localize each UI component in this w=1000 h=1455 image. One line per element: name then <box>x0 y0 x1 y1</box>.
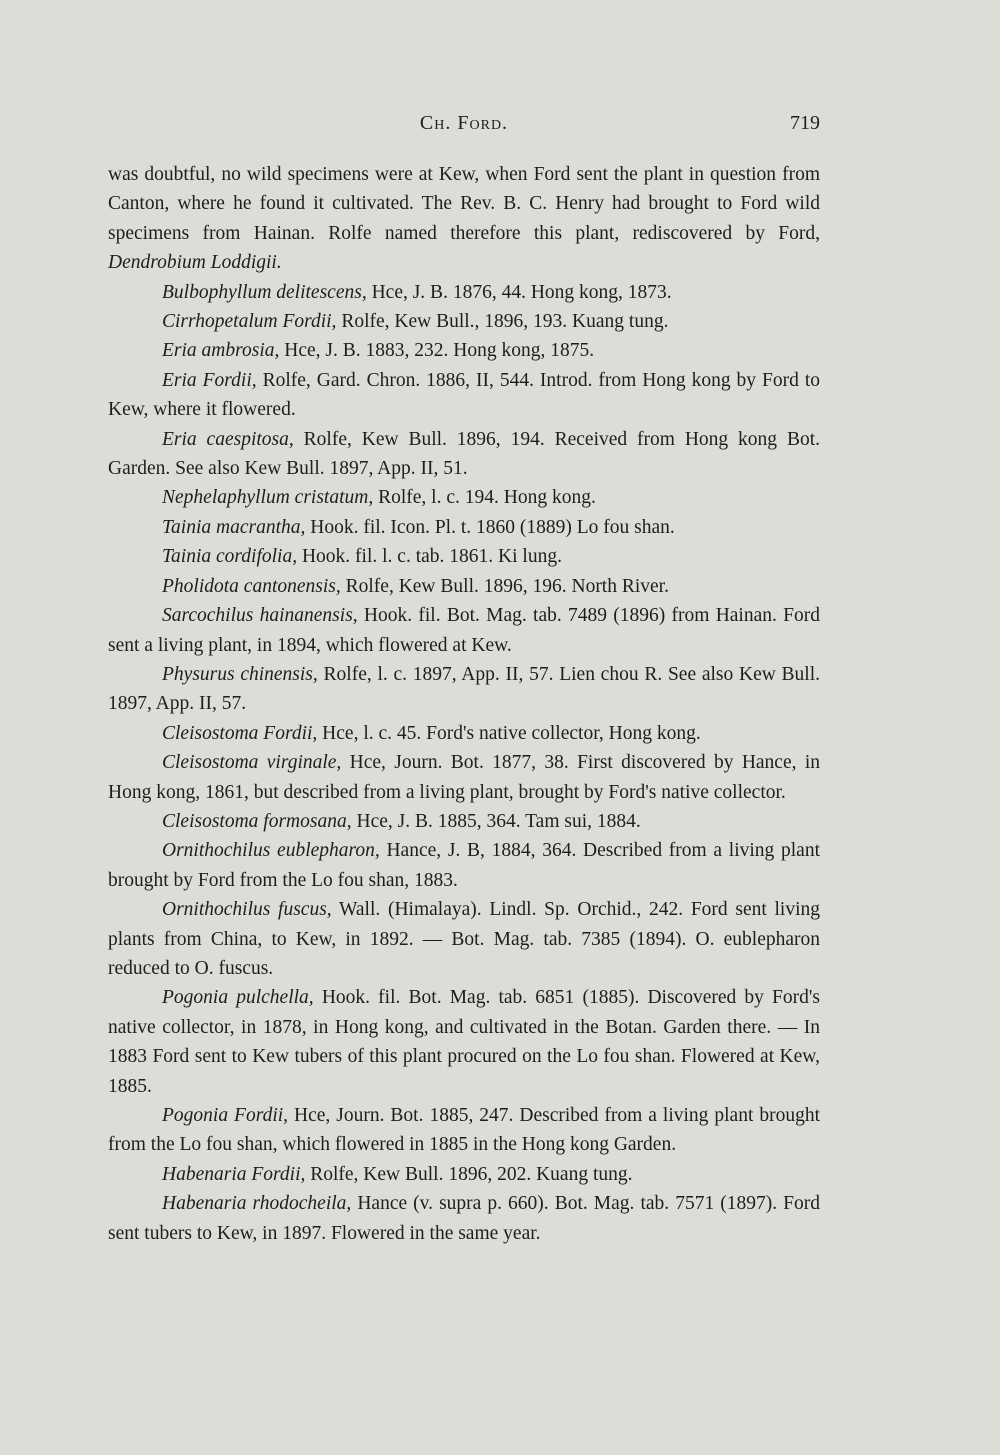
entry-taxon: Habenaria Fordii, <box>162 1163 306 1185</box>
entry-13 <box>108 807 820 836</box>
entry-taxon: Physurus chinensis, <box>162 663 318 685</box>
entry-text: Hook. fil. Bot. Mag. tab. 7489 (1896) from Hainan. Ford sent a living plant, in 1894, which flowered at Kew. <box>108 605 820 656</box>
entry-text: Hce, J. B. 1883, 232. Hong kong, 1875. <box>279 340 595 362</box>
entry-taxon: Tainia cordifolia, <box>162 546 298 568</box>
entry-9 <box>108 601 820 660</box>
entry-text: Rolfe, l. c. 1897, App. II, 57. Lien chou R. See also Kew Bull. 1897, App. II, 57. <box>108 663 821 715</box>
entry-text: Rolfe, Kew Bull. 1896, 196. North River. <box>340 575 669 597</box>
entry-text: Hook. fil. l. c. tab. 1861. Ki lung. <box>297 546 562 568</box>
entry-5 <box>108 483 820 512</box>
entry-taxon: Bulbophyllum delitescens, <box>162 281 367 303</box>
entry-text: Hce, Journ. Bot. 1877, 38. First discovered by Hance, in Hong kong, 1861, but described from a living plant, brought by Ford's native collector. <box>108 752 820 803</box>
entry-taxon: Tainia macrantha, <box>162 516 306 538</box>
page-header <box>108 112 820 142</box>
entry-text: Hce, J. B. 1876, 44. Hong kong, 1873. <box>366 281 672 303</box>
entry-taxon: Cleisostoma virginale, <box>162 752 342 774</box>
entry-taxon: Ornithochilus eublepharon, <box>162 840 380 862</box>
running-head: Ch. Ford. <box>419 112 509 134</box>
entry-text: Rolfe, Kew Bull. 1896, 194. Received from Hong kong Bot. Garden. See also Kew Bull. 1897, App. II, 51. <box>108 428 820 480</box>
entry-taxon: Ornithochilus fuscus, <box>162 899 332 921</box>
page-number: 719 <box>790 112 820 134</box>
entry-16 <box>108 983 820 1101</box>
entry-text: Hce, Journ. Bot. 1885, 247. Described from a living plant brought from the Lo fou shan, which flowered in 1885 in the Hong kong Garden. <box>108 1105 820 1156</box>
entry-17 <box>108 1101 820 1160</box>
entry-15 <box>108 895 820 983</box>
body-text <box>108 160 820 1248</box>
entry-text: Wall. (Himalaya). Lindl. Sp. Orchid., 242. Ford sent living plants from China, to Kew, in 1892. — Bot. Mag. tab. 7385 (1894). O. eublepharon reduced to O. fuscus. <box>108 899 821 979</box>
entry-text: Hce, J. B. 1885, 364. Tam sui, 1884. <box>351 810 641 832</box>
entry-11 <box>108 719 820 748</box>
entry-text: Rolfe, Gard. Chron. 1886, II, 544. Introd. from Hong kong by Ford to Kew, where it flowered. <box>108 369 820 421</box>
entry-text: Hance (v. supra p. 660). Bot. Mag. tab. 7571 (1897). Ford sent tubers to Kew, in 1897. Flowered in the same year. <box>108 1193 820 1244</box>
entry-18 <box>108 1160 820 1189</box>
entry-7 <box>108 542 820 571</box>
entry-taxon: Habenaria rhodocheila, <box>162 1193 352 1215</box>
entry-taxon: Cleisostoma Fordii, <box>162 722 318 744</box>
entry-taxon: Sarcochilus hainanensis, <box>162 605 358 627</box>
entry-text: Hook. fil. Icon. Pl. t. 1860 (1889) Lo fou shan. <box>305 516 675 538</box>
entry-6 <box>108 513 820 542</box>
continuation-text: was doubtful, no wild specimens were at Kew, when Ford sent the plant in question from Canton, where he found it cultivated. The Rev. B. C. Henry had brought to Ford wild specimens from Hainan. Rolfe named therefore this plant, rediscovered by Ford, <box>108 164 820 244</box>
continuation-taxon: Dendrobium Loddigii. <box>108 252 282 274</box>
entry-text: Hance, J. B, 1884, 364. Described from a living plant brought by Ford from the Lo fou shan, 1883. <box>108 840 820 891</box>
entry-taxon: Eria Fordii, <box>162 369 257 391</box>
entry-12 <box>108 748 820 807</box>
entry-taxon: Cirrhopetalum Fordii, <box>162 311 337 333</box>
entry-taxon: Eria caespitosa, <box>162 428 294 450</box>
entry-taxon: Pogonia Fordii, <box>162 1105 289 1126</box>
entry-text: Rolfe, Kew Bull. 1896, 202. Kuang tung. <box>305 1163 633 1185</box>
continuation-paragraph <box>108 160 820 278</box>
entry-2 <box>108 336 820 365</box>
entry-text: Rolfe, l. c. 194. Hong kong. <box>373 487 596 509</box>
entry-10 <box>108 660 820 719</box>
entry-3 <box>108 366 820 425</box>
entry-taxon: Pholidota cantonensis, <box>162 575 341 597</box>
entry-text: Hce, l. c. 45. Ford's native collector, Hong kong. <box>317 722 701 744</box>
entry-8 <box>108 572 820 601</box>
entry-0 <box>108 278 820 307</box>
entry-1 <box>108 307 820 336</box>
entry-taxon: Pogonia pulchella, <box>162 987 314 1009</box>
entry-taxon: Cleisostoma formosana, <box>162 810 352 832</box>
entry-text: Rolfe, Kew Bull., 1896, 193. Kuang tung. <box>336 311 669 333</box>
entry-text: Hook. fil. Bot. Mag. tab. 6851 (1885). Discovered by Ford's native collector, in 1878, in Hong kong, and cultivated in the Botan. Garden there. — In 1883 Ford sent to Kew tubers of this plant procured on the Lo fou shan. Flowered at Kew, 1885. <box>108 987 820 1097</box>
entry-14 <box>108 836 820 895</box>
entry-taxon: Nephelaphyllum cristatum, <box>162 487 374 509</box>
entry-taxon: Eria ambrosia, <box>162 340 280 362</box>
entry-19 <box>108 1189 820 1248</box>
entry-4 <box>108 425 820 484</box>
